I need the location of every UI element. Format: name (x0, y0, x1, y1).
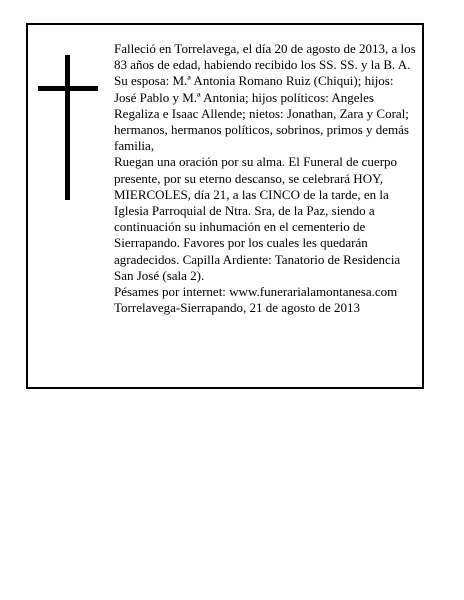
cross-icon (38, 55, 98, 200)
cross-horizontal-bar (38, 86, 98, 91)
cross-vertical-bar (65, 55, 70, 200)
family-paragraph: Su esposa: M.ª Antonia Romano Ruiz (Chiqui); hijos: José Pablo y M.ª Antonia; hijos políticos: Angeles Regaliza e Isaac Allende; nietos: Jonathan, Zara y Coral; hermanos, hermanos políticos, sobrinos, primos y demás familia, (114, 73, 409, 154)
funeral-details-paragraph: Ruegan una oración por su alma. El Funeral de cuerpo presente, por su eterno descanso, se celebrará HOY, MIERCOLES, día 21, a las CINCO de la tarde, en la Iglesia Parroquial de Ntra. Sra, de la Paz, siendo a continuación su inhumación en el cementerio de Sierrapando. Favores por los cuales les quedarán agradecidos. Capilla Ardiente: Tanatorio de Residencia San José (sala 2). (114, 154, 401, 283)
notice-text (114, 41, 418, 316)
death-announcement-paragraph: Falleció en Torrelavega, el día 20 de agosto de 2013, a los 83 años de edad, habiendo recibido los SS. SS. y la B. A. (114, 41, 416, 73)
obituary-notice (26, 23, 424, 389)
place-and-date: Torrelavega-Sierrapando, 21 de agosto de 2013 (114, 300, 361, 316)
condolences-website: Pésames por internet: www.funerarialamontanesa.com (114, 284, 398, 300)
